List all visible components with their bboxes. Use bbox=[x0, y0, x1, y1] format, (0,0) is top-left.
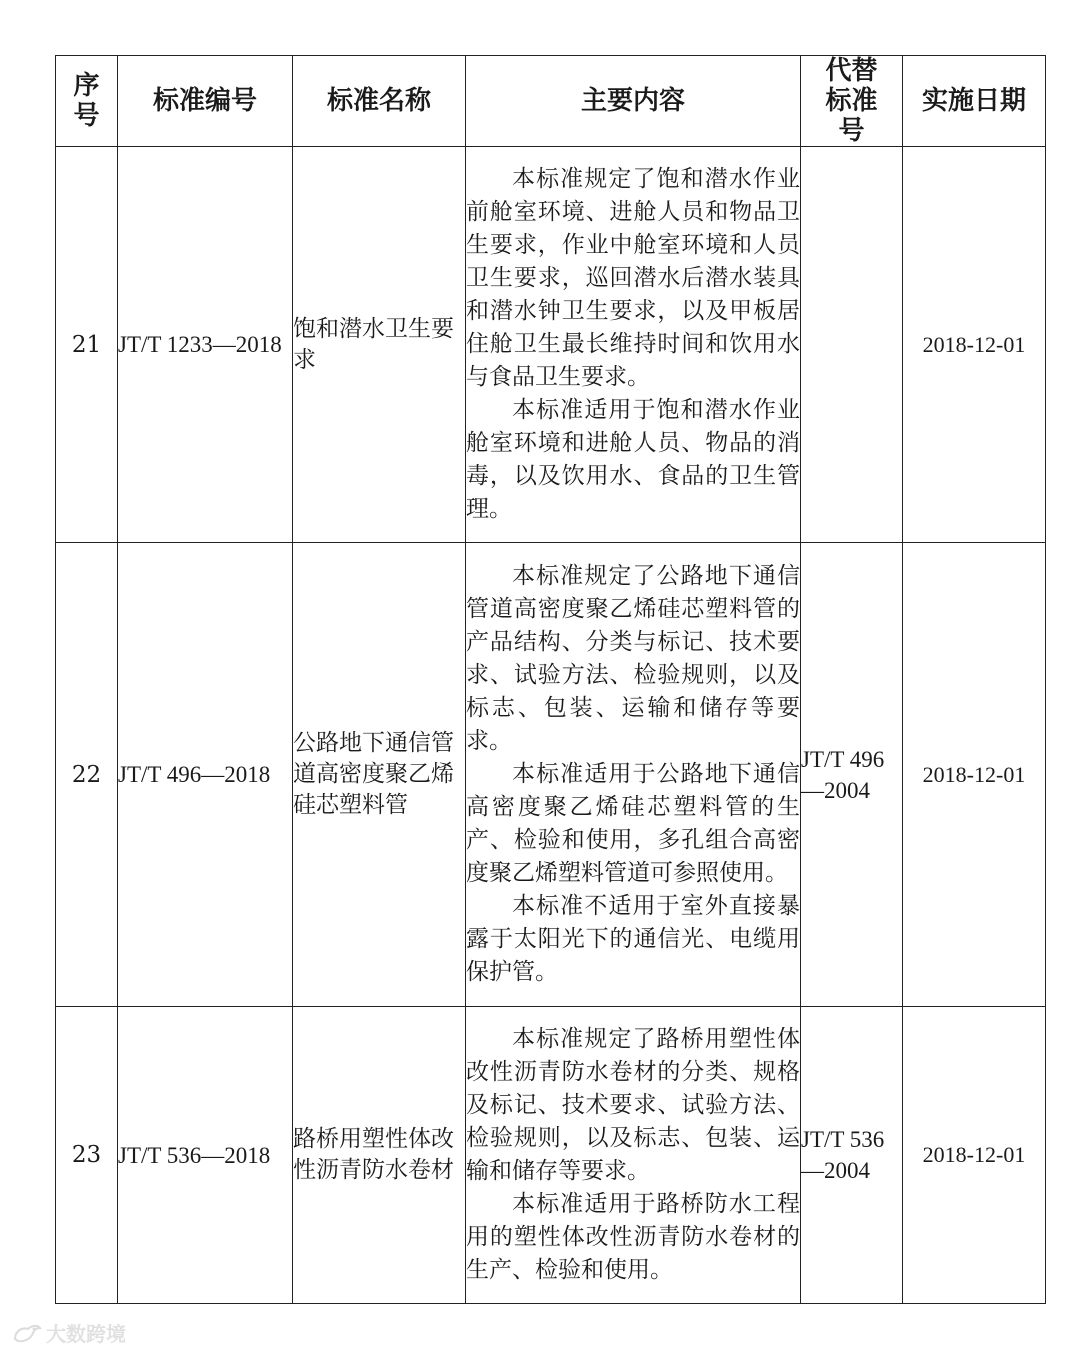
watermark-text: 大数跨境 bbox=[46, 1322, 126, 1346]
content-paragraph: 本标准规定了路桥用塑性体改性沥青防水卷材的分类、规格及标记、技术要求、试验方法、检验规则，以及标志、包装、运输和储存等要求。 bbox=[466, 1026, 800, 1184]
cell-code: JT/T 1233—2018 bbox=[118, 147, 293, 543]
table-row bbox=[56, 543, 1046, 1007]
cell-seq: 22 bbox=[56, 543, 118, 1007]
cell-seq: 23 bbox=[56, 1007, 118, 1304]
cell-date: 2018-12-01 bbox=[903, 1007, 1046, 1304]
content-paragraph: 本标准规定了饱和潜水作业前舱室环境、进舱人员和物品卫生要求，作业中舱室环境和人员卫生要求，巡回潜水后潜水装具和潜水钟卫生要求，以及甲板居住舱卫生最长维持时间和饮用水与食品卫生要求。 bbox=[466, 166, 800, 390]
content-paragraph: 本标准规定了公路地下通信管道高密度聚乙烯硅芯塑料管的产品结构、分类与标记、技术要求、试验方法、检验规则，以及标志、包装、运输和储存等要求。 bbox=[466, 563, 800, 754]
table-row bbox=[56, 147, 1046, 543]
header-code: 标准编号 bbox=[118, 56, 293, 147]
cell-date: 2018-12-01 bbox=[903, 543, 1046, 1007]
standards-table bbox=[55, 55, 1046, 1304]
header-date: 实施日期 bbox=[903, 56, 1046, 147]
header-content: 主要内容 bbox=[466, 56, 801, 147]
table-row bbox=[56, 1007, 1046, 1304]
cell-name: 公路地下通信管道高密度聚乙烯硅芯塑料管 bbox=[293, 543, 466, 1007]
cell-content bbox=[466, 543, 801, 1007]
cell-date: 2018-12-01 bbox=[903, 147, 1046, 543]
cell-content bbox=[466, 1007, 801, 1304]
header-replaced: 代替标准号 bbox=[801, 56, 903, 147]
content-paragraph: 本标准适用于饱和潜水作业舱室环境和进舱人员、物品的消毒，以及饮用水、食品的卫生管理。 bbox=[466, 397, 800, 522]
bird-logo-icon bbox=[12, 1321, 42, 1345]
cell-replaced: JT/T 536—2004 bbox=[801, 1007, 903, 1304]
cell-replaced: JT/T 496—2004 bbox=[801, 543, 903, 1007]
content-paragraph: 本标准适用于公路地下通信高密度聚乙烯硅芯塑料管的生产、检验和使用，多孔组合高密度聚乙烯塑料管道可参照使用。 bbox=[466, 761, 800, 886]
watermark bbox=[12, 1318, 126, 1347]
cell-name: 饱和潜水卫生要求 bbox=[293, 147, 466, 543]
cell-code: JT/T 536—2018 bbox=[118, 1007, 293, 1304]
content-paragraph: 本标准不适用于室外直接暴露于太阳光下的通信光、电缆用保护管。 bbox=[466, 893, 800, 985]
cell-name: 路桥用塑性体改性沥青防水卷材 bbox=[293, 1007, 466, 1304]
cell-seq: 21 bbox=[56, 147, 118, 543]
cell-replaced bbox=[801, 147, 903, 543]
header-name: 标准名称 bbox=[293, 56, 466, 147]
cell-content bbox=[466, 147, 801, 543]
content-paragraph: 本标准适用于路桥防水工程用的塑性体改性沥青防水卷材的生产、检验和使用。 bbox=[466, 1191, 800, 1283]
table-header-row bbox=[56, 56, 1046, 147]
cell-code: JT/T 496—2018 bbox=[118, 543, 293, 1007]
header-seq: 序号 bbox=[56, 56, 118, 147]
